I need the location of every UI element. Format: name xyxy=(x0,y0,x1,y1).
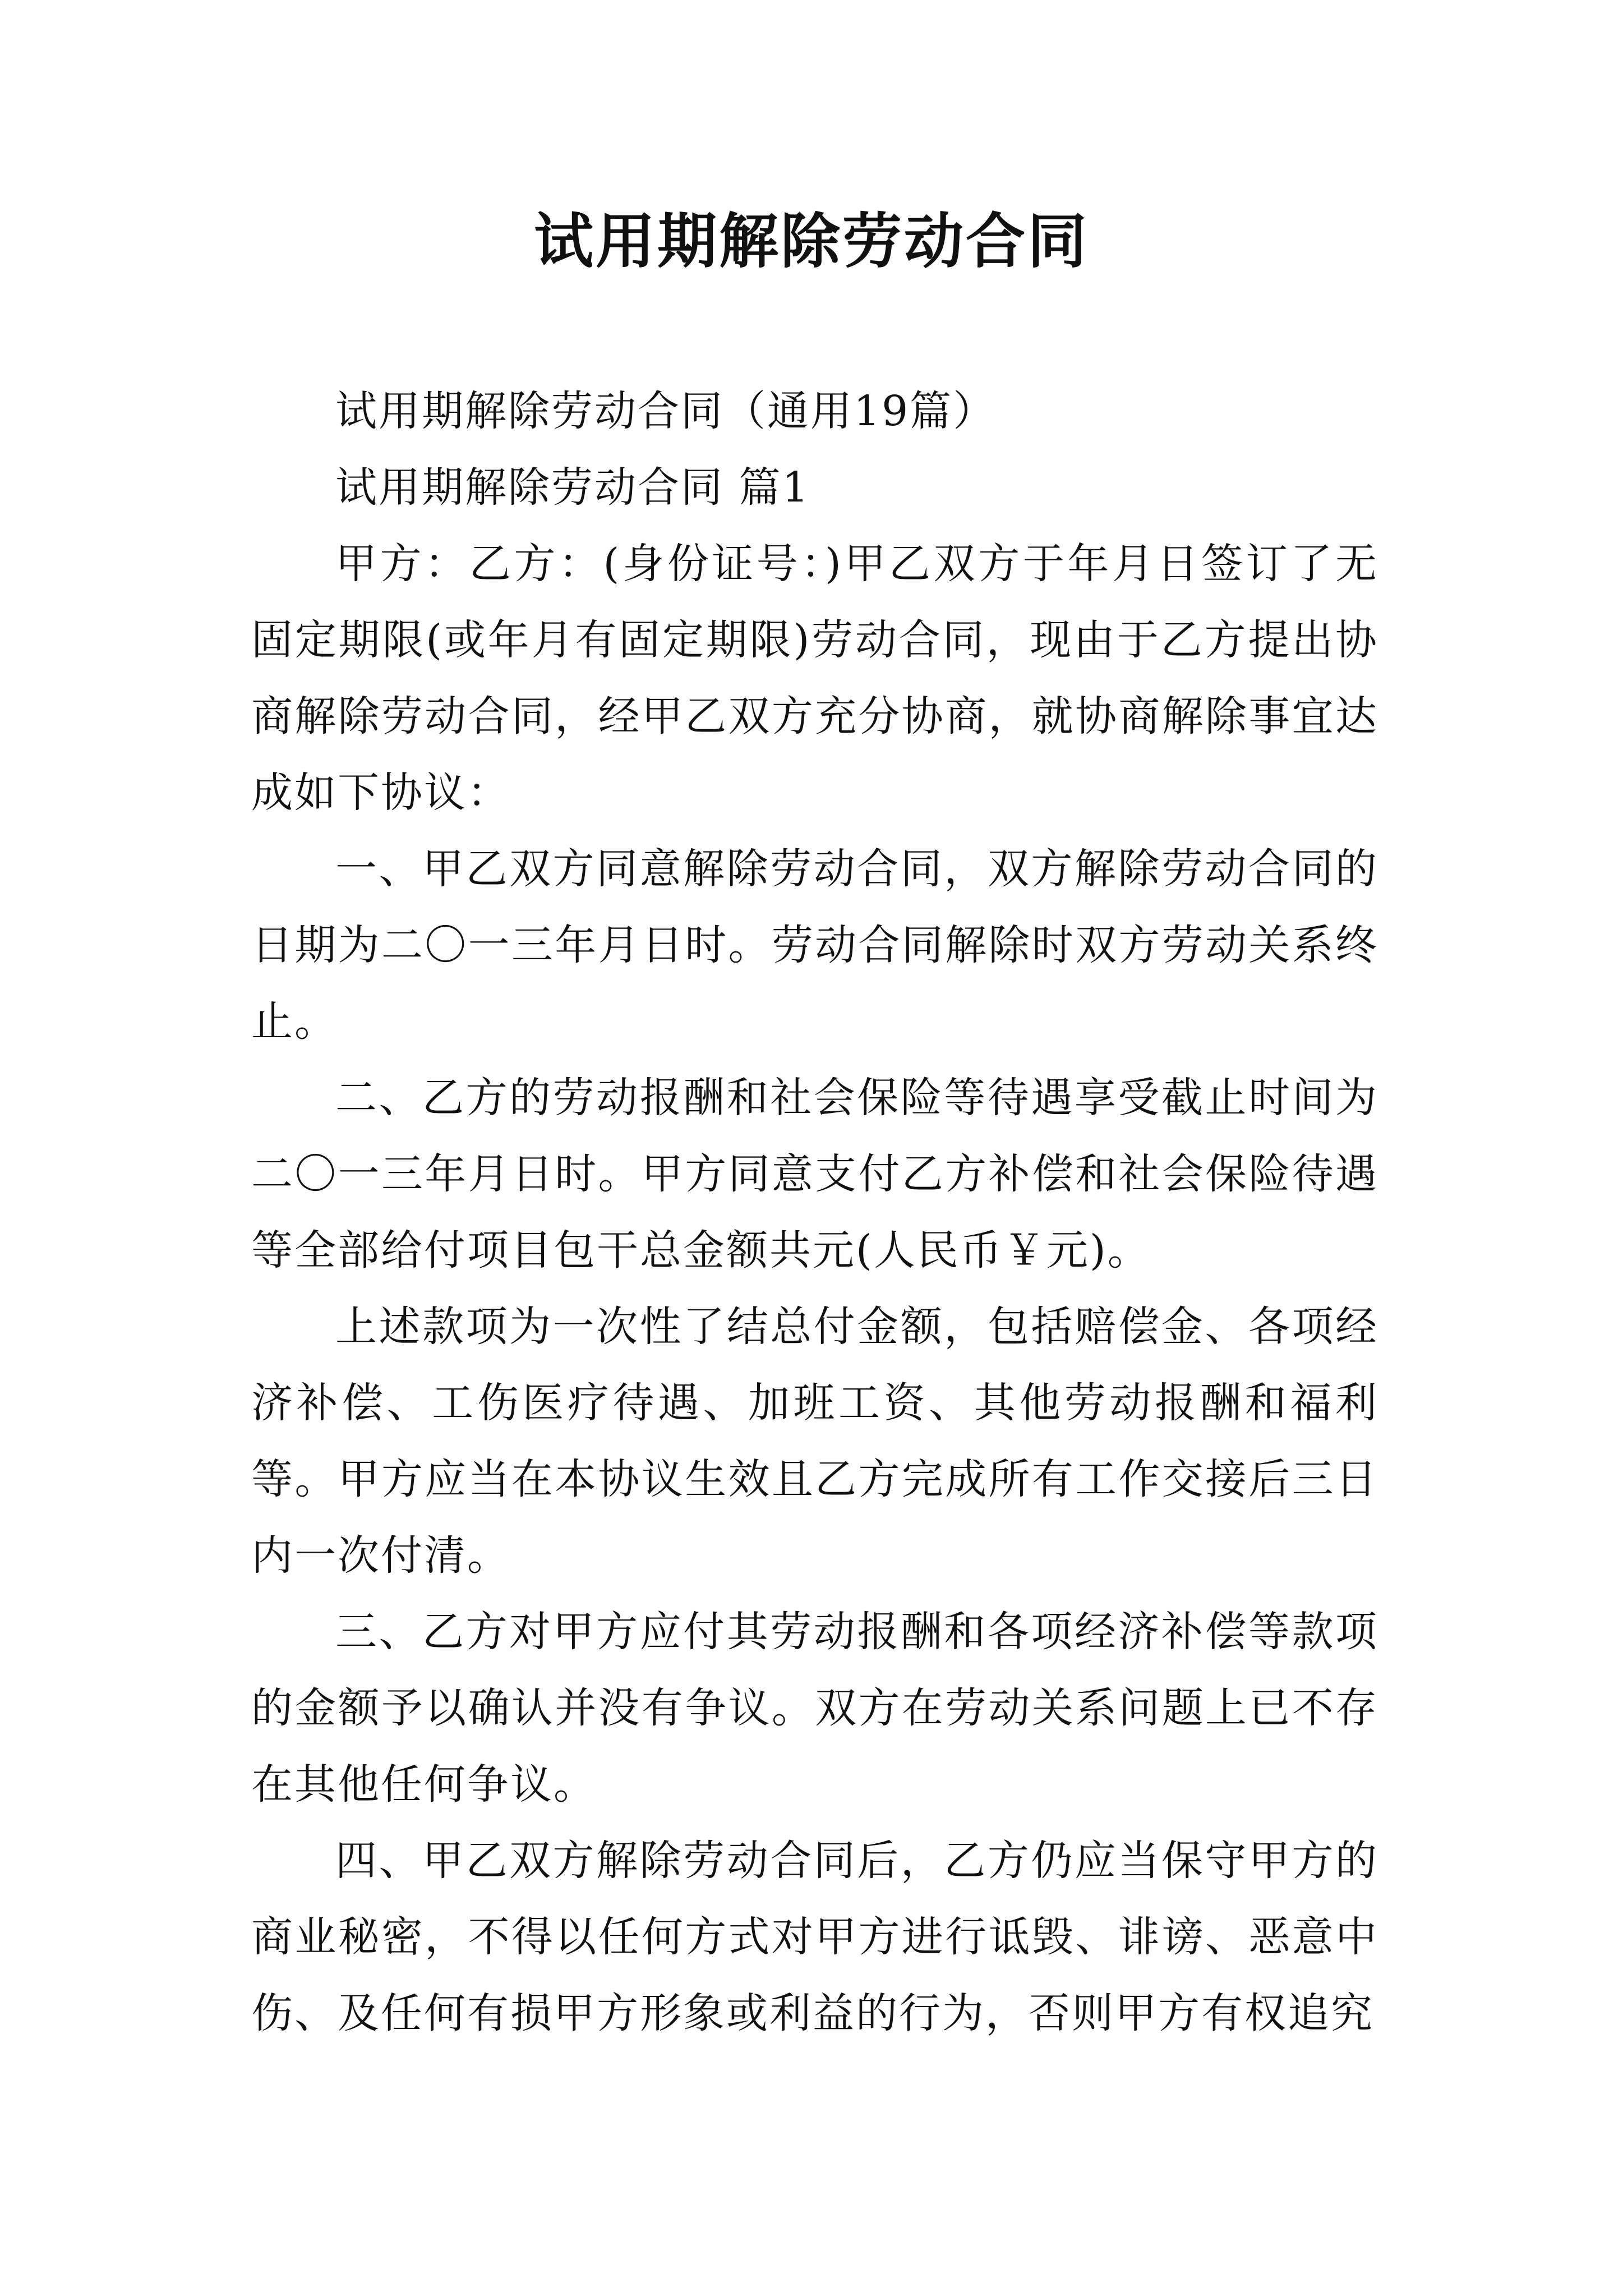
paragraph-payment: 上述款项为一次性了结总付金额，包括赔偿金、各项经济补偿、工伤医疗待遇、加班工资、其他劳动报酬和福利等。甲方应当在本协议生效且乙方完成所有工作交接后三日内一次付清。 xyxy=(251,1303,1378,1580)
paragraph-clause-4: 四、甲乙双方解除劳动合同后，乙方仍应当保守甲方的商业秘密，不得以任何方式对甲方进行诋毁、诽谤、恶意中伤、及任何有损甲方形象或利益的行为，否则甲方有权追究 xyxy=(251,1837,1378,2037)
document-title: 试用期解除劳动合同 xyxy=(534,206,1089,276)
paragraph-clause-2: 二、乙方的劳动报酬和社会保险等待遇享受截止时间为二〇一三年月日时。甲方同意支付乙方补偿和社会保险待遇等全部给付项目包干总金额共元(人民币￥元)。 xyxy=(251,1074,1378,1274)
paragraph-parties: 甲方：乙方：(身份证号：)甲乙双方于年月日签订了无固定期限(或年月有固定期限)劳动合同，现由于乙方提出协商解除劳动合同，经甲乙双方充分协商，就协商解除事宜达成如下协议： xyxy=(251,540,1378,817)
document-body xyxy=(251,373,1378,2051)
doc-subtitle: 试用期解除劳动合同（通用19篇） xyxy=(335,387,997,435)
section-heading: 试用期解除劳动合同 篇1 xyxy=(335,463,810,512)
paragraph-clause-3: 三、乙方对甲方应付其劳动报酬和各项经济补偿等款项的金额予以确认并没有争议。双方在劳动关系问题上已不存在其他任何争议。 xyxy=(251,1608,1378,1809)
paragraph-clause-1: 一、甲乙双方同意解除劳动合同，双方解除劳动合同的日期为二〇一三年月日时。劳动合同解除时双方劳动关系终止。 xyxy=(251,845,1378,1046)
